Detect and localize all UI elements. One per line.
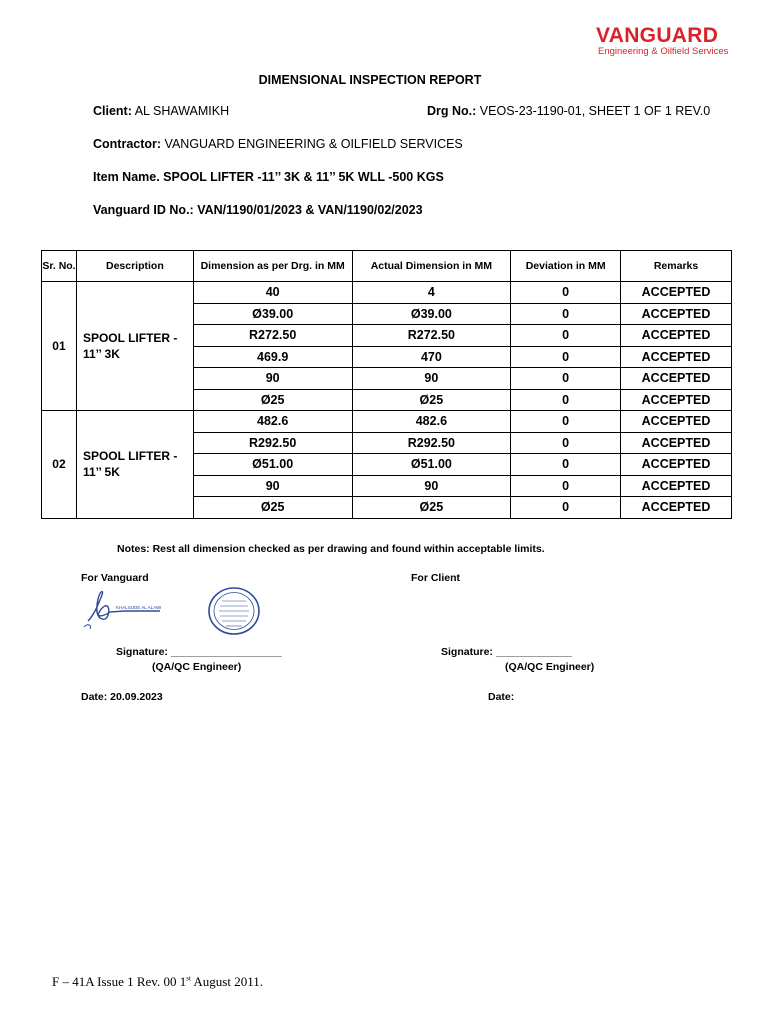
actual-dimension-cell: Ø39.00 (352, 303, 511, 325)
deviation-cell: 0 (511, 389, 621, 411)
notes-text: Notes: Rest all dimension checked as per drawing and found within acceptable limits. (117, 543, 545, 555)
footer-text-sup: st (186, 974, 191, 983)
remarks-cell: ACCEPTED (621, 368, 732, 390)
header-actual-dimension: Actual Dimension in MM (352, 251, 511, 282)
drawing-dimension-cell: 90 (193, 475, 352, 497)
drawing-dimension-cell: Ø25 (193, 389, 352, 411)
contractor-value: VANGUARD ENGINEERING & OILFIELD SERVICES (164, 137, 463, 151)
table-row (42, 282, 732, 304)
actual-dimension-cell: 90 (352, 368, 511, 390)
contractor-label: Contractor: (93, 137, 162, 151)
actual-dimension-cell: Ø25 (352, 389, 511, 411)
drawing-dimension-cell: R292.50 (193, 432, 352, 454)
remarks-cell: ACCEPTED (621, 432, 732, 454)
remarks-cell: ACCEPTED (621, 497, 732, 519)
drg-value: VEOS-23-1190-01, SHEET 1 OF 1 REV.0 (479, 104, 711, 118)
remarks-cell: ACCEPTED (621, 411, 732, 433)
client-line (93, 104, 229, 118)
handwritten-signature (80, 585, 164, 631)
deviation-cell: 0 (511, 432, 621, 454)
actual-dimension-cell: 482.6 (352, 411, 511, 433)
company-logo: VANGUARD (596, 24, 719, 47)
drawing-dimension-cell: 40 (193, 282, 352, 304)
role-label-client: (QA/QC Engineer) (505, 661, 595, 673)
remarks-cell: ACCEPTED (621, 303, 732, 325)
drawing-dimension-cell: Ø25 (193, 497, 352, 519)
deviation-cell: 0 (511, 454, 621, 476)
remarks-cell: ACCEPTED (621, 325, 732, 347)
drawing-dimension-cell: 482.6 (193, 411, 352, 433)
deviation-cell: 0 (511, 282, 621, 304)
drawing-dimension-cell: 90 (193, 368, 352, 390)
vanguard-id-value: VAN/1190/01/2023 & VAN/1190/02/2023 (197, 203, 423, 217)
company-stamp (207, 586, 261, 636)
for-client-label: For Client (411, 572, 460, 584)
remarks-cell: ACCEPTED (621, 475, 732, 497)
sr-no-cell: 01 (42, 282, 77, 411)
description-cell: SPOOL LIFTER - 11’’ 3K (76, 282, 193, 411)
for-vanguard-label: For Vanguard (81, 572, 149, 584)
client-label: Client: (93, 104, 132, 118)
item-name-line: Item Name. SPOOL LIFTER -11’’ 3K & 11’’ 5K WLL -500 KGS (93, 170, 444, 184)
remarks-cell: ACCEPTED (621, 389, 732, 411)
drawing-dimension-cell: R272.50 (193, 325, 352, 347)
footer-text-pre: F – 41A Issue 1 Rev. 00 1 (52, 974, 187, 989)
actual-dimension-cell: R292.50 (352, 432, 511, 454)
header-remarks: Remarks (621, 251, 732, 282)
header-sr-no: Sr. No. (42, 251, 77, 282)
header-dimension-drawing: Dimension as per Drg. in MM (193, 251, 352, 282)
vanguard-id-label: Vanguard ID No.: (93, 203, 194, 217)
deviation-cell: 0 (511, 346, 621, 368)
actual-dimension-cell: Ø25 (352, 497, 511, 519)
drawing-dimension-cell: 469.9 (193, 346, 352, 368)
table-row (42, 411, 732, 433)
drg-line (427, 104, 710, 118)
date-vanguard: Date: 20.09.2023 (81, 691, 163, 703)
deviation-cell: 0 (511, 411, 621, 433)
actual-dimension-cell: 470 (352, 346, 511, 368)
deviation-cell: 0 (511, 325, 621, 347)
signature-name-text: KHALSUDE AL ALAWI (116, 605, 162, 610)
sr-no-cell: 02 (42, 411, 77, 519)
actual-dimension-cell: 4 (352, 282, 511, 304)
table-header-row (42, 251, 732, 282)
actual-dimension-cell: 90 (352, 475, 511, 497)
drawing-dimension-cell: Ø39.00 (193, 303, 352, 325)
drawing-dimension-cell: Ø51.00 (193, 454, 352, 476)
deviation-cell: 0 (511, 475, 621, 497)
remarks-cell: ACCEPTED (621, 346, 732, 368)
deviation-cell: 0 (511, 303, 621, 325)
remarks-cell: ACCEPTED (621, 454, 732, 476)
actual-dimension-cell: Ø51.00 (352, 454, 511, 476)
client-value: AL SHAWAMIKH (134, 104, 230, 118)
deviation-cell: 0 (511, 497, 621, 519)
remarks-cell: ACCEPTED (621, 282, 732, 304)
inspection-table (41, 250, 732, 519)
table-body (42, 282, 732, 519)
header-description: Description (76, 251, 193, 282)
header-deviation: Deviation in MM (511, 251, 621, 282)
description-cell: SPOOL LIFTER - 11’’ 5K (76, 411, 193, 519)
report-title: DIMENSIONAL INSPECTION REPORT (258, 73, 482, 87)
signature-line-vanguard: Signature: ___________________ (116, 646, 282, 658)
date-client: Date: (488, 691, 515, 703)
deviation-cell: 0 (511, 368, 621, 390)
contractor-line (93, 137, 463, 151)
footer-text-post: August 2011. (190, 974, 263, 989)
signature-line-client: Signature: _____________ (441, 646, 572, 658)
vanguard-id-line (93, 203, 423, 217)
company-tagline: Engineering & Oilfield Services (598, 46, 729, 57)
role-label-vanguard: (QA/QC Engineer) (152, 661, 242, 673)
drg-label: Drg No.: (427, 104, 477, 118)
form-footer (52, 974, 263, 990)
actual-dimension-cell: R272.50 (352, 325, 511, 347)
